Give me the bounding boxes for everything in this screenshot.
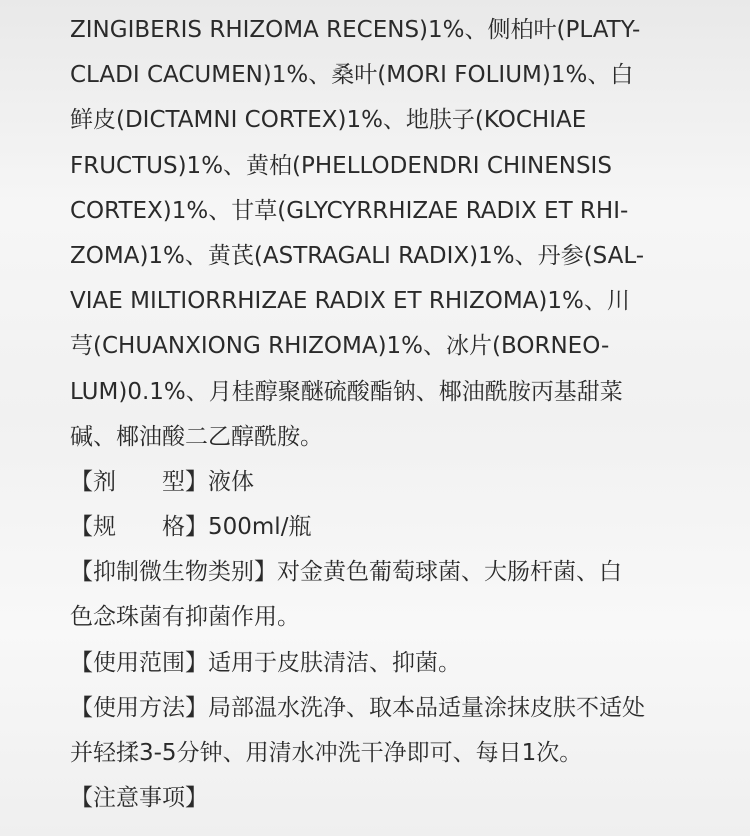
precautions-label: 【注意事项】 [70,785,208,812]
specification-value: 500ml/瓶 [208,514,312,541]
scope-value: 适用于皮肤清洁、抑菌。 [208,649,461,676]
usage-value-line-1: 局部温水洗净、取本品适量涂抹皮肤不适处 [208,694,645,721]
precautions-row [70,776,710,821]
antimicrobial-value-line-1: 对金黄色葡萄球菌、大肠杆菌、白 [277,559,622,586]
ingredients-line-9: LUM)0.1%、月桂醇聚醚硫酸酯钠、椰油酰胺丙基甜菜 [70,378,623,405]
ingredients-line-1: ZINGIBERIS RHIZOMA RECENS)1%、侧柏叶(PLATY- [70,17,641,43]
ingredients-line-2: CLADI CACUMEN)1%、桑叶(MORI FOLIUM)1%、白 [70,62,634,89]
antimicrobial-value-line-2: 色念珠菌有抑菌作用。 [70,604,300,631]
ingredients-line-4: FRUCTUS)1%、黄柏(PHELLODENDRI CHINENSIS [70,152,612,179]
dosage-form-row [70,460,710,505]
usage-value-line-2: 并轻揉3-5分钟、用清水冲洗干净即可、每日1次。 [70,740,583,766]
usage-row [70,686,710,731]
antimicrobial-label: 【抑制微生物类别】 [70,559,277,586]
scope-label: 【使用范围】 [70,649,208,676]
product-description [70,8,710,821]
specification-label: 【规 格】 [70,514,208,541]
dosage-form-value: 液体 [208,468,254,495]
ingredients-line-10: 碱、椰油酸二乙醇酰胺。 [70,423,323,450]
ingredients-block [70,8,710,460]
ingredients-line-7: VIAE MILTIORRHIZAE RADIX ET RHIZOMA)1%、川 [70,288,630,315]
antimicrobial-row [70,550,710,595]
scope-row [70,641,710,686]
ingredients-line-5: CORTEX)1%、甘草(GLYCYRRHIZAE RADIX ET RHI- [70,197,629,224]
dosage-form-label: 【剂 型】 [70,468,208,495]
specification-row [70,505,710,550]
ingredients-line-6: ZOMA)1%、黄芪(ASTRAGALI RADIX)1%、丹参(SAL- [70,242,645,269]
ingredients-line-3: 鲜皮(DICTAMNI CORTEX)1%、地肤子(KOCHIAE [70,107,587,134]
usage-label: 【使用方法】 [70,694,208,721]
ingredients-line-8: 芎(CHUANXIONG RHIZOMA)1%、冰片(BORNEO- [70,333,610,360]
